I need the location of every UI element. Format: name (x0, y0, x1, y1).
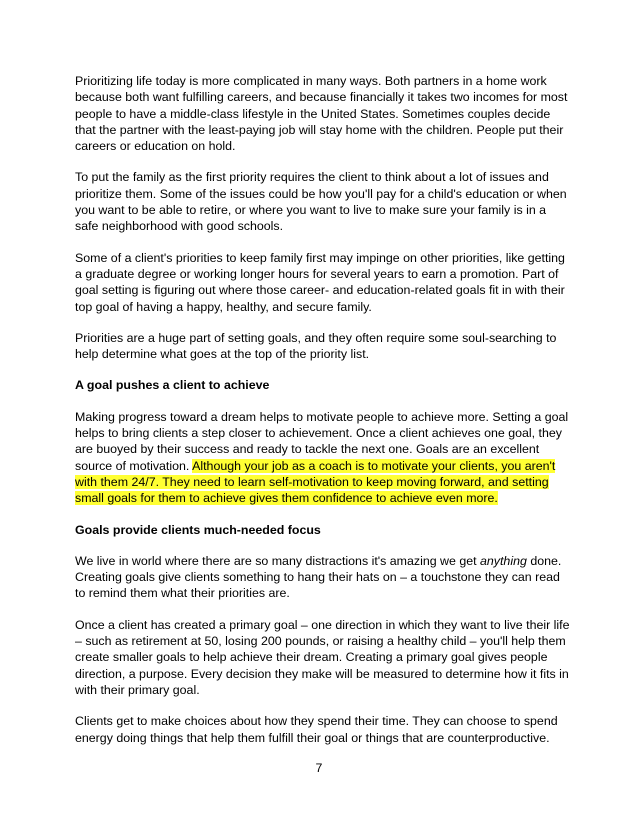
distractions-text-after: done. Creating goals give clients something to hang their hats on – a touchstone they can read to remind them what their priorities are. (75, 553, 562, 601)
paragraph-distractions (75, 553, 571, 602)
paragraph-motivation (75, 409, 571, 507)
paragraph-choices: Clients get to make choices about how they spend their time. They can choose to spend energy doing things that help them fulfill their goal or things that are counterproductive. (75, 714, 558, 745)
page-body (75, 73, 571, 761)
page-number: 7 (315, 761, 323, 775)
paragraph-soul-searching: Priorities are a huge part of setting goals, and they often require some soul-searching to help determine what goes at the top of the priority list. (75, 330, 557, 362)
motivation-text: Making progress toward a dream helps to motivate people to achieve more. Setting a goal helps to bring clients a step closer to achievement. Once a client achieves one goal, they are buoyed by their success and ready to tackle the next one. Goals are an excellent source of motivation. (75, 409, 569, 473)
emphasized-word: anything (480, 553, 527, 568)
paragraph-other-priorities: Some of a client's priorities to keep family first may impinge on other priorities, like getting a graduate degree or working longer hours for several years to earn a promotion. Part of goal setting is figuring out where those career- and education-related goals fit in with their top goal of having a happy, healthy, and secure family. (75, 250, 565, 314)
paragraph-primary-goal: Once a client has created a primary goal – one direction in which they want to live their life – such as retirement at 50, losing 200 pounds, or raising a healthy child – you'll help them create smaller goals to help achieve their dream. Creating a primary goal gives people direction, a purpose. Every decision they make will be measured to determine how it fits in with their primary goal. (75, 617, 570, 697)
paragraph-family-first: To put the family as the first priority requires the client to think about a lot of issues and prioritize them. Some of the issues could be how you'll pay for a child's education or when you want to be able to retire, or where you want to live to make sure your family is in a safe neighborhood with good schools. (75, 170, 567, 234)
section-heading-focus: Goals provide clients much-needed focus (75, 522, 321, 537)
highlighted-text: Although your job as a coach is to motivate your clients, you aren't with them 24/7. They need to learn self-motivation to keep moving forward, and setting small goals for them to achieve gives them confidence to achieve even more. (75, 458, 556, 506)
distractions-text-before: We live in world where there are so many distractions it's amazing we get (75, 553, 481, 568)
section-heading-achieve: A goal pushes a client to achieve (75, 378, 270, 393)
paragraph-prioritizing-life: Prioritizing life today is more complicated in many ways. Both partners in a home work because both want fulfilling careers, and because financially it takes two incomes for most people to have a middle-class lifestyle in the United States. Sometimes couples decide that the partner with the least-paying job will stay home with the children. People put their careers or education on hold. (75, 74, 568, 154)
